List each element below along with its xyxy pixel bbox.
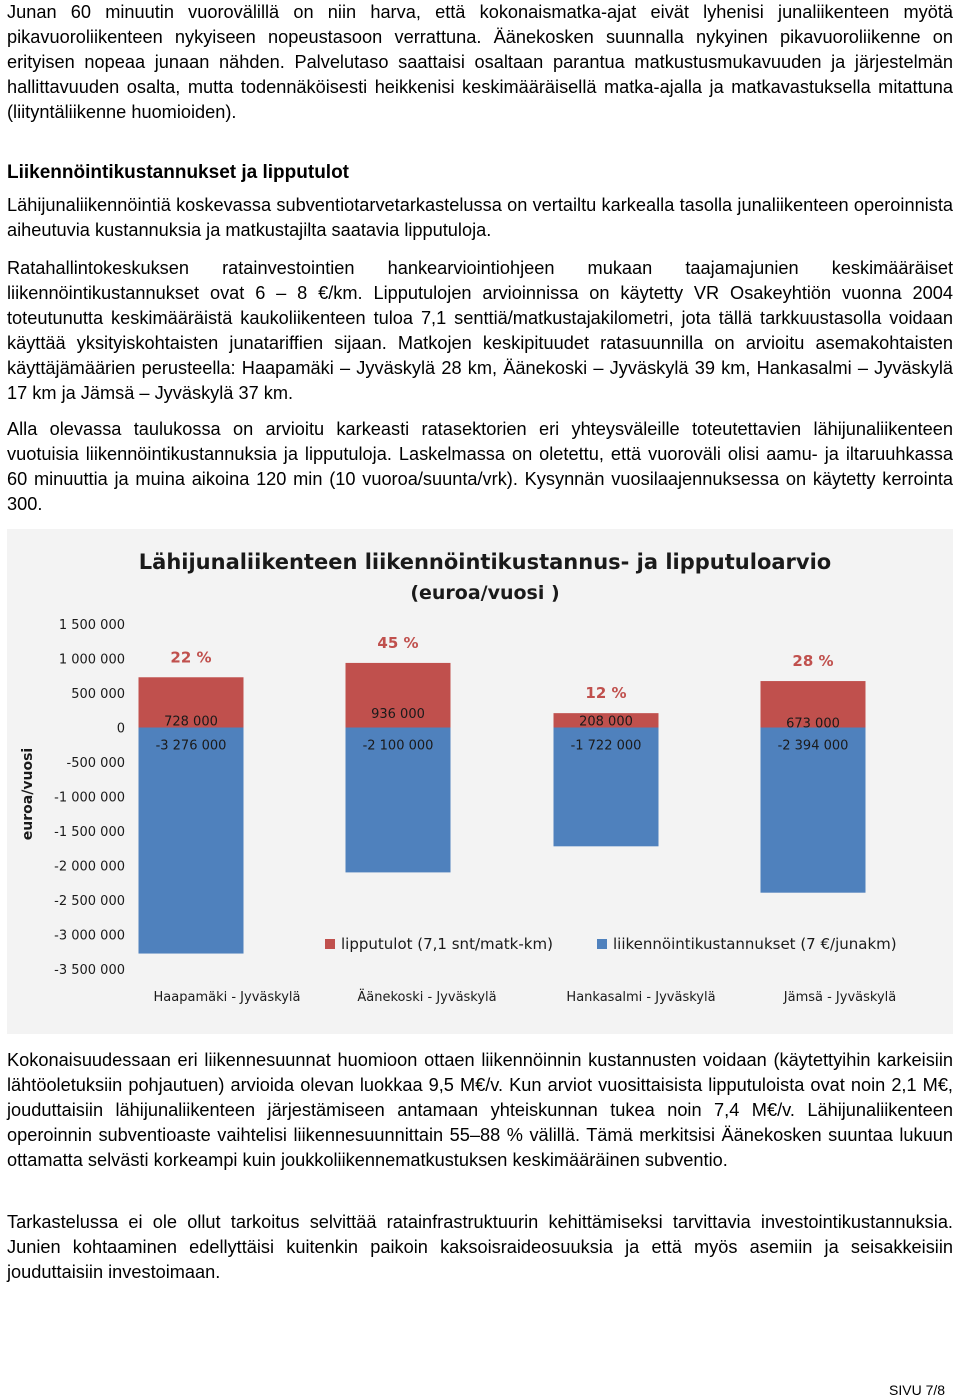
revenue-value-label: 673 000	[786, 716, 840, 732]
subsidy-percent-label: 28 %	[792, 652, 834, 671]
subsidy-percent-label: 22 %	[170, 648, 212, 667]
y-tick-label: -500 000	[66, 756, 125, 771]
legend-swatch-revenue	[325, 939, 335, 949]
y-tick-label: -2 000 000	[54, 859, 125, 875]
cost-value-label: -2 394 000	[777, 738, 849, 754]
y-tick-label: -1 500 000	[54, 825, 125, 840]
y-tick-label: -3 500 000	[54, 963, 125, 978]
chart-subtitle: (euroa/vuosi )	[410, 582, 560, 604]
legend-label-cost: liikennöintikustannukset (7 €/junakm)	[613, 935, 897, 953]
page-number: SIVU 7/8	[889, 1382, 946, 1398]
y-tick-label: 500 000	[71, 687, 125, 702]
paragraph-conclusion: Kokonaisuudessaan eri liikennesuunnat huomioon ottaen liikennöinnin kustannusten voidaan (käytettyihin karkeisiin lähtöoletuksiin pohjautuen) arvioida olevan luokkaa 9,5 M€/v. Kun arviot vuosittaisista lipputuloista ovat noin 2,1 M€, jouduttaisiin lähijunaliikenteen järjestämiseen antamaan yhteiskunnan tukea noin 7,4 M€/v. Lähijunaliikenteen operoinnin subventioaste vaihtelisi liikennesuunnittain 55–88 % välillä. Tämä merkitsisi Äänekosken suuntaa lukuun ottamatta selvästi korkeampi kuin joukkoliikennematkustuksen keskimääräinen subventio.	[7, 1050, 953, 1170]
x-category-label: Jämsä - Jyväskylä	[783, 990, 897, 1005]
revenue-value-label: 936 000	[371, 707, 425, 723]
x-category-label: Hankasalmi - Jyväskylä	[566, 990, 716, 1005]
paragraph-table-description: Alla olevassa taulukossa on arvioitu karkeasti ratasektorien eri yhteysväleille toteutettavien lähijunaliikenteen vuotuisia liikennöintikustannuksia ja lipputuloja. Laskelmassa on oletettu, että vuoroväli olisi aamu- ja iltaruuhkassa 60 minuuttia ja muina aikoina 120 min (10 vuoroa/suunta/vrk). Kysynnän vuosilaajennuksessa on käytetty kerrointa 300.	[7, 419, 953, 514]
y-tick-label: -2 500 000	[54, 894, 125, 909]
x-category-label: Äänekoski - Jyväskylä	[357, 990, 497, 1005]
chart-title: Lähijunaliikenteen liikennöintikustannus- ja lipputuloarvio	[138, 550, 832, 574]
legend-swatch-cost	[597, 939, 607, 949]
y-tick-label: -3 000 000	[54, 928, 125, 944]
paragraph-service-level: Junan 60 minuutin vuorovälillä on niin harva, että kokonaismatka-ajat eivät lyhenisi junaliikenteen myötä pikavuoroliikenteen nykyiseen nopeustasoon verrattuna. Äänekosken suunnalla nykyinen pikavuoroliikenne on erityisen nopeaa junaan nähden. Palvelutaso saattaisi osaltaan parantua matkustusmukavuuden ja järjestelmän hallittavuuden osalta, mutta todennäköisesti heikkenisi keskimääräisellä matka-ajalla ja matkavastuksella mitattuna (liityntäliikenne huomioiden).	[7, 2, 953, 122]
y-tick-label: 1 000 000	[58, 652, 125, 668]
legend-label-revenue: lipputulot (7,1 snt/matk-km)	[341, 935, 553, 953]
cost-value-label: -3 276 000	[155, 738, 227, 754]
subsidy-percent-label: 12 %	[585, 684, 627, 703]
y-tick-label: -1 000 000	[54, 790, 125, 806]
y-tick-label: 1 500 000	[58, 618, 125, 633]
section-heading: Liikennöintikustannukset ja lipputulot	[7, 162, 350, 183]
y-axis-label: euroa/vuosi	[20, 747, 36, 841]
revenue-value-label: 208 000	[579, 714, 633, 730]
paragraph-investment-note: Tarkastelussa ei ole ollut tarkoitus selvittää ratainfrastruktuurin kehittämiseksi tarvittavia investointikustannuksia. Junien kohtaaminen edellyttäisi kuitenkin paikoin kaksoisraideosuuksia ja että myös asemiin ja seisakkeisiin jouduttaisiin investoimaan.	[7, 1212, 953, 1282]
cost-value-label: -1 722 000	[570, 738, 642, 754]
cost-revenue-chart	[7, 529, 953, 1034]
subsidy-percent-label: 45 %	[377, 633, 419, 652]
cost-value-label: -2 100 000	[362, 738, 434, 754]
paragraph-cost-assumptions: Ratahallintokeskuksen ratainvestointien hankearviointiohjeen mukaan taajamajunien keskimääräiset liikennöintikustannukset ovat 6 – 8 €/km. Lipputulojen arvioinnissa on käytetty VR Osakeyhtiön vuonna 2004 toteutunutta keskimääräistä kaukoliikenteen tuloa 7,1 senttiä/matkustajakilometri, jota tällä tarkkuustasolla voidaan käyttää yksityiskohtaisten junatariffien sijaan. Matkojen keskipituudet ratasuunnilla on arvioitu asemakohtaisten käyttäjämäärien perusteella: Haapamäki – Jyväskylä 28 km, Äänekoski – Jyväskylä 39 km, Hankasalmi – Jyväskylä 17 km ja Jämsä – Jyväskylä 37 km.	[7, 258, 953, 403]
x-category-label: Haapamäki - Jyväskylä	[153, 990, 301, 1005]
y-tick-label: 0	[116, 721, 125, 737]
chart-svg	[7, 529, 953, 1034]
cost-bar	[139, 728, 244, 954]
paragraph-subsidy-intro: Lähijunaliikennöintiä koskevassa subventiotarvetarkastelussa on vertailtu karkealla tasolla junaliikenteen operoinnista aiheutuvia kustannuksia ja matkustajilta saatavia lipputuloja.	[7, 195, 953, 240]
revenue-value-label: 728 000	[164, 714, 218, 730]
